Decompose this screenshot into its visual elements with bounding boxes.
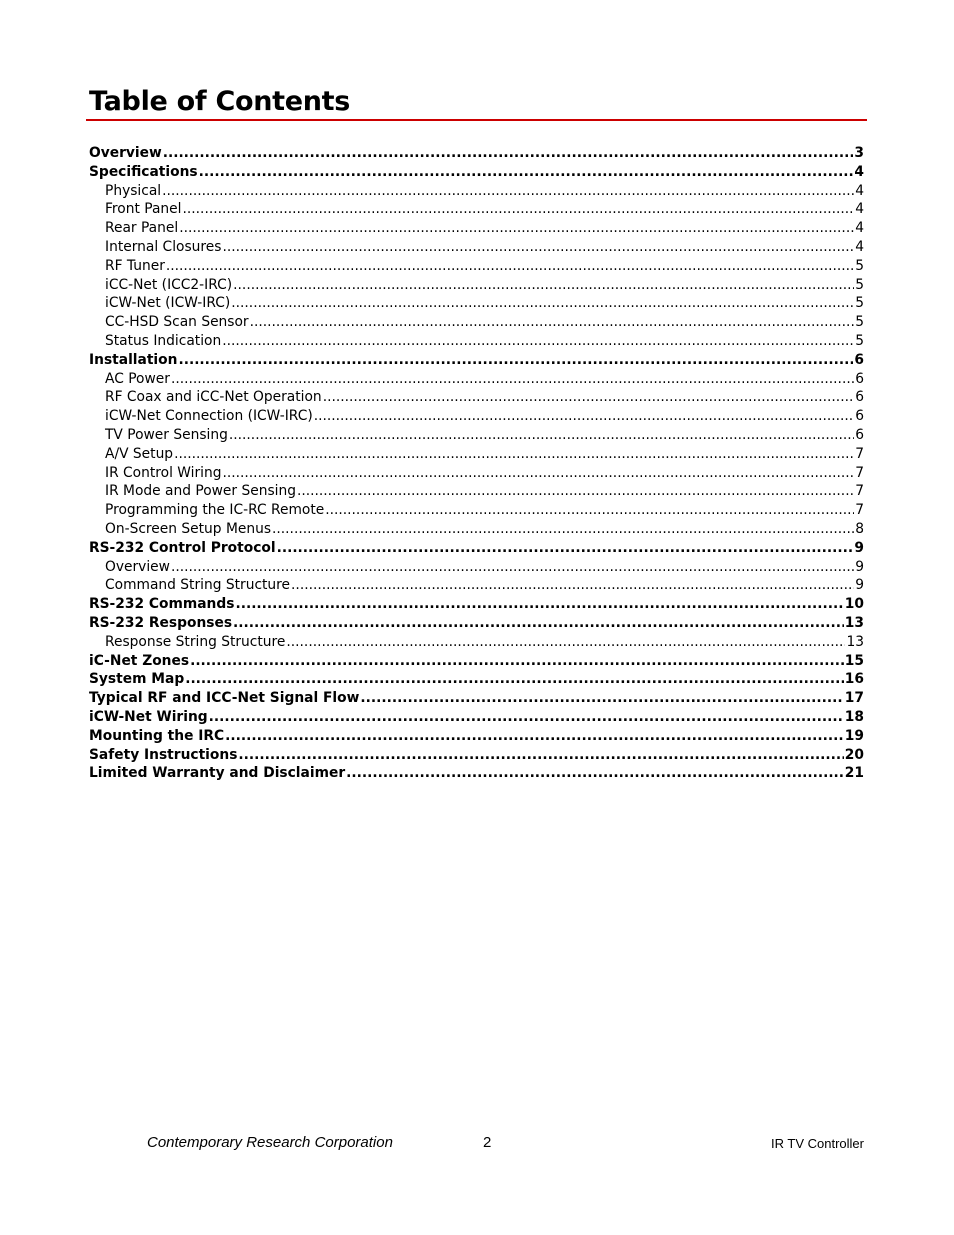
toc-entry[interactable] [89,539,864,558]
toc-entry-label: AC Power [105,370,170,387]
toc-entry-page: 4 [855,220,864,237]
toc-entry-page: 5 [855,295,864,312]
footer-page-number: 2 [483,1134,492,1151]
toc-entry-page: 4 [855,201,864,218]
toc-entry-page: 17 [844,690,864,707]
toc-entry[interactable] [89,163,864,182]
toc-dot-leader [229,426,854,445]
toc-dot-leader [235,595,843,614]
toc-entry-label: iCW-Net Wiring [89,708,208,725]
toc-entry-label: RS-232 Control Protocol [89,539,276,556]
toc-entry-label: A/V Setup [105,445,174,462]
toc-subentry[interactable] [89,576,864,595]
toc-dot-leader [178,351,853,370]
toc-entry-label: On-Screen Setup Menus [105,520,272,537]
toc-entry-label: Overview [105,558,170,575]
toc-entry[interactable] [89,652,864,671]
toc-entry-page: 4 [855,238,864,255]
toc-dot-leader [185,670,844,689]
toc-entry[interactable] [89,144,864,163]
footer-product: IR TV Controller [771,1136,864,1151]
toc-subentry[interactable] [89,464,864,483]
toc-dot-leader [225,727,844,746]
toc-entry[interactable] [89,764,864,783]
toc-entry[interactable] [89,670,864,689]
toc-dot-leader [238,746,843,765]
toc-dot-leader [323,388,855,407]
toc-entry-page: 18 [844,708,864,725]
toc-dot-leader [199,163,854,182]
toc-entry-page: 10 [844,596,864,613]
toc-dot-leader [171,558,854,577]
toc-entry-page: 13 [844,614,864,631]
toc-subentry[interactable] [89,276,864,295]
toc-dot-leader [162,182,854,201]
toc-entry-page: 5 [855,314,864,331]
toc-entry-label: Overview [89,145,162,161]
toc-dot-leader [277,539,854,558]
toc-dot-leader [222,238,854,257]
toc-entry-label: System Map [89,671,185,688]
toc-dot-leader [250,313,855,332]
toc-entry-label: Rear Panel [105,220,179,237]
toc-subentry[interactable] [89,445,864,464]
toc-entry-page: 21 [844,765,864,782]
footer-company: Contemporary Research Corporation [147,1134,393,1151]
toc-dot-leader [233,614,844,633]
toc-subentry[interactable] [89,200,864,219]
toc-entry[interactable] [89,351,864,370]
toc-subentry[interactable] [89,370,864,389]
table-of-contents [89,144,864,783]
toc-entry-page: 5 [855,276,864,293]
toc-entry-label: Mounting the IRC [89,727,225,744]
toc-entry-label: iCW-Net (ICW-IRC) [105,295,231,312]
toc-entry-label: RF Tuner [105,257,165,274]
toc-entry-label: Installation [89,351,178,368]
toc-dot-leader [346,764,844,783]
toc-subentry[interactable] [89,407,864,426]
toc-entry[interactable] [89,746,864,765]
toc-dot-leader [272,520,854,539]
toc-subentry[interactable] [89,294,864,313]
toc-dot-leader [190,652,844,671]
toc-dot-leader [174,445,854,464]
toc-entry-label: iCC-Net (ICC2-IRC) [105,276,233,293]
toc-entry-page: 9 [854,539,864,556]
toc-dot-leader [222,332,854,351]
toc-entry-label: Physical [105,182,162,199]
toc-subentry[interactable] [89,482,864,501]
toc-subentry[interactable] [89,332,864,351]
toc-entry[interactable] [89,595,864,614]
toc-entry-label: Specifications [89,163,198,180]
toc-entry-label: IR Mode and Power Sensing [105,483,296,500]
toc-entry-label: RS-232 Responses [89,614,233,631]
toc-entry-label: RS-232 Commands [89,596,235,613]
toc-subentry[interactable] [89,501,864,520]
toc-subentry[interactable] [89,520,864,539]
toc-dot-leader [325,501,854,520]
toc-dot-leader [166,257,854,276]
toc-entry-page: 15 [844,652,864,669]
toc-entry-page: 6 [855,370,864,387]
toc-entry-page: 4 [855,182,864,199]
toc-subentry[interactable] [89,257,864,276]
toc-entry-page: 5 [855,332,864,349]
toc-entry-page: 9 [855,558,864,575]
toc-subentry[interactable] [89,426,864,445]
toc-dot-leader [163,144,854,163]
toc-entry[interactable] [89,614,864,633]
toc-entry-page: 3 [854,145,864,161]
toc-subentry[interactable] [89,238,864,257]
title-rule [86,119,867,121]
toc-entry-page: 7 [855,483,864,500]
toc-entry-label: TV Power Sensing [105,426,228,443]
toc-entry-page: 16 [844,671,864,688]
toc-entry-page: 20 [844,746,864,763]
toc-dot-leader [171,370,854,389]
toc-entry-label: iCW-Net Connection (ICW-IRC) [105,408,313,425]
toc-subentry[interactable] [89,388,864,407]
toc-entry[interactable] [89,708,864,727]
toc-entry-label: iC-Net Zones [89,652,190,669]
toc-entry-page: 6 [855,408,864,425]
toc-subentry[interactable] [89,558,864,577]
toc-entry-page: 9 [855,577,864,594]
toc-dot-leader [297,482,854,501]
toc-entry-page: 6 [854,351,864,368]
toc-entry-page: 7 [855,502,864,519]
toc-entry-label: Command String Structure [105,577,291,594]
toc-entry-label: IR Control Wiring [105,464,222,481]
toc-dot-leader [314,407,855,426]
toc-entry-label: Limited Warranty and Disclaimer [89,765,346,782]
toc-dot-leader [291,576,854,595]
toc-entry-page: 7 [855,464,864,481]
toc-dot-leader [233,276,854,295]
toc-entry-page: 19 [844,727,864,744]
toc-entry-label: Status Indication [105,332,222,349]
page-title: Table of Contents [89,86,351,117]
toc-dot-leader [183,200,855,219]
toc-entry-label: Internal Closures [105,238,222,255]
toc-entry-label: RF Coax and iCC-Net Operation [105,389,322,406]
toc-entry-page: 7 [855,445,864,462]
toc-dot-leader [179,219,854,238]
toc-entry-label: Programming the IC-RC Remote [105,502,325,519]
toc-subentry[interactable] [89,182,864,201]
toc-entry-page: 6 [855,389,864,406]
toc-dot-leader [209,708,844,727]
toc-dot-leader [286,633,845,652]
toc-entry-label: Response String Structure [105,633,286,650]
toc-entry-page: 8 [855,520,864,537]
toc-subentry[interactable] [89,219,864,238]
toc-dot-leader [222,464,854,483]
toc-entry-label: Typical RF and ICC-Net Signal Flow [89,690,360,707]
toc-entry-label: Safety Instructions [89,746,238,763]
toc-entry[interactable] [89,689,864,708]
toc-subentry[interactable] [89,313,864,332]
toc-entry-page: 4 [854,163,864,180]
toc-entry-label: Front Panel [105,201,182,218]
toc-entry-page: 6 [855,426,864,443]
toc-entry-label: CC-HSD Scan Sensor [105,314,249,331]
toc-dot-leader [360,689,843,708]
toc-subentry[interactable] [89,633,864,652]
toc-entry-page: 5 [855,257,864,274]
toc-entry-page: 13 [846,633,864,650]
toc-entry[interactable] [89,727,864,746]
toc-dot-leader [231,294,854,313]
